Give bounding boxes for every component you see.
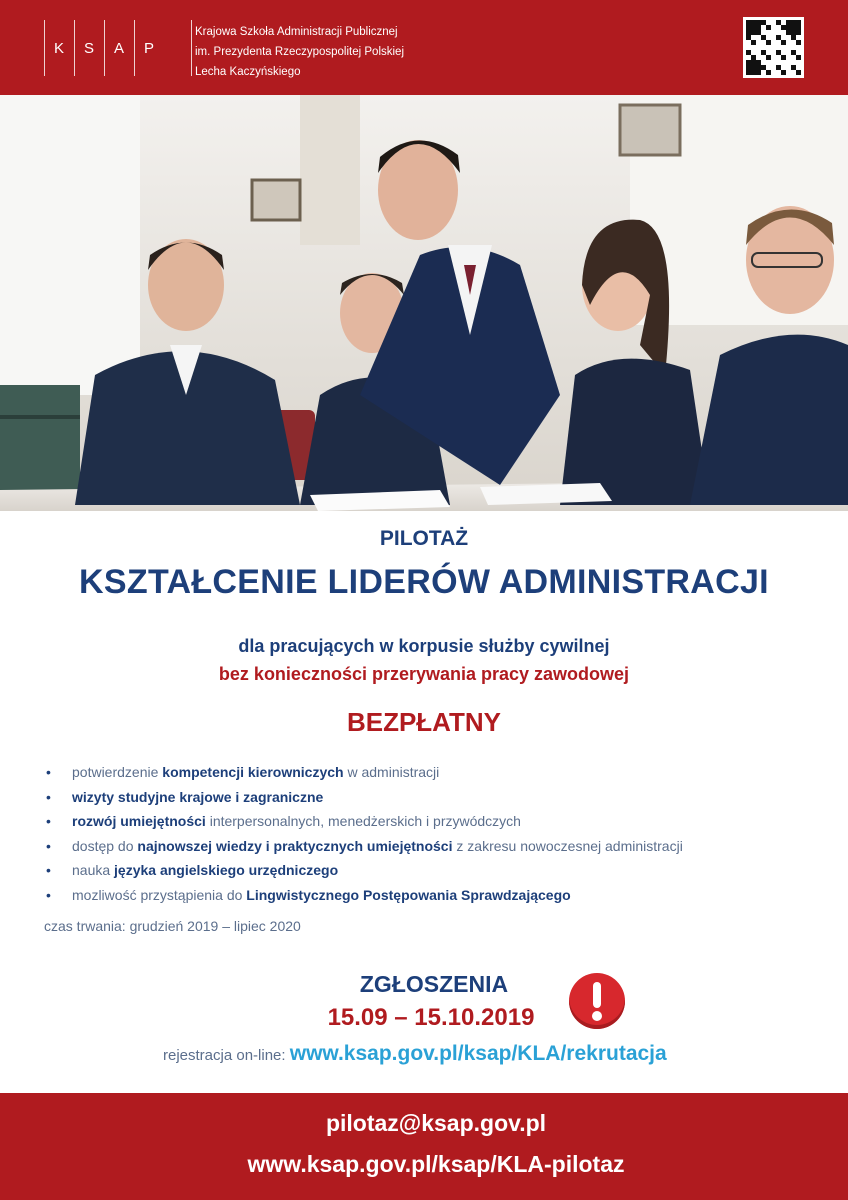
exclamation-dot	[592, 1011, 602, 1021]
bullet-icon: •	[46, 862, 51, 878]
institution-line: Krajowa Szkoła Administracji Publicznej	[195, 26, 398, 38]
photo-illustration	[0, 95, 848, 511]
registration-label: rejestracja on-line:	[163, 1047, 290, 1064]
bullet-icon: •	[46, 813, 51, 829]
benefit-text: z zakresu nowoczesnej administracji	[452, 837, 683, 854]
list-item	[44, 762, 804, 787]
benefit-highlight: Lingwistycznego Postępowania Sprawdzającego	[246, 886, 571, 903]
program-kicker: PILOTAŻ	[379, 527, 469, 550]
bullet-icon: •	[46, 886, 51, 903]
logo-divider	[164, 20, 192, 76]
applications-dates: 15.09 – 15.10.2019	[327, 1004, 535, 1031]
price-label: BEZPŁATNY	[346, 707, 502, 737]
benefit-highlight: najnowszej wiedzy i praktycznych umiejętności	[137, 837, 453, 854]
institution-name	[195, 22, 404, 82]
benefit-text: mozliwość przystąpienia do	[72, 886, 247, 903]
group-meeting-photo	[0, 95, 848, 511]
bullet-icon: •	[46, 788, 51, 805]
logo-letter: S	[74, 20, 104, 76]
ksap-logo	[44, 20, 192, 76]
institution-line: Lecha Kaczyńskiego	[195, 66, 301, 78]
benefit-highlight: rozwój umiejętności	[72, 813, 206, 829]
benefit-text: nauka	[72, 862, 115, 878]
qr-code-icon[interactable]	[743, 17, 804, 78]
program-title: KSZTAŁCENIE LIDERÓW ADMINISTRACJI	[79, 563, 769, 601]
registration-line	[163, 1042, 667, 1066]
logo-letter: K	[44, 20, 74, 76]
benefit-text: dostęp do	[72, 837, 138, 854]
applications-label: ZGŁOSZENIA	[359, 971, 509, 997]
list-item	[44, 860, 804, 885]
header-band	[0, 0, 848, 95]
contact-email-link[interactable]: pilotaz@ksap.gov.pl	[325, 1110, 547, 1136]
benefit-text: interpersonalnych, menedżerskich i przywódczych	[205, 813, 521, 829]
benefit-text: w administracji	[343, 764, 440, 780]
list-item	[44, 836, 804, 861]
benefits-list	[44, 762, 804, 909]
benefit-highlight: języka angielskiego urzędniczego	[114, 862, 339, 878]
logo-letter: A	[104, 20, 134, 76]
logo-letter: P	[134, 20, 164, 76]
qr-module	[796, 70, 801, 75]
list-item	[44, 811, 804, 836]
program-note: bez konieczności przerywania pracy zawodowej	[218, 664, 630, 684]
benefit-text: potwierdzenie	[72, 764, 163, 780]
list-item	[44, 885, 804, 910]
list-item	[44, 787, 804, 812]
bullet-icon: •	[46, 837, 51, 854]
exclamation-icon	[569, 973, 625, 1029]
benefit-highlight: wizyty studyjne krajowe i zagraniczne	[72, 788, 324, 805]
institution-line: im. Prezydenta Rzeczypospolitej Polskiej	[195, 46, 405, 58]
benefit-highlight: kompetencji kierowniczych	[162, 764, 344, 780]
exclamation-bar	[593, 982, 601, 1008]
program-audience: dla pracujących w korpusie służby cywilnej	[238, 636, 610, 656]
bullet-icon: •	[46, 764, 51, 780]
duration-text: czas trwania: grudzień 2019 – lipiec 2020	[44, 918, 301, 934]
program-url-link[interactable]: www.ksap.gov.pl/ksap/KLA-pilotaz	[247, 1151, 625, 1177]
registration-link[interactable]: www.ksap.gov.pl/ksap/KLA/rekrutacja	[289, 1042, 667, 1065]
qr-pattern	[746, 20, 801, 75]
